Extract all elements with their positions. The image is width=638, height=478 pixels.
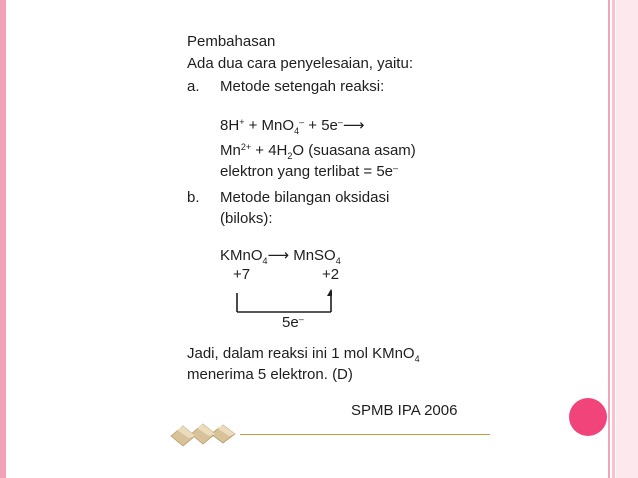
electron-transfer-bracket xyxy=(236,289,332,313)
equation-line-1: 8H+ + MnO$_4$– + 5e–⟶ xyxy=(220,117,365,136)
part-b-marker: b. xyxy=(187,189,200,206)
source-citation: SPMB IPA 2006 xyxy=(351,402,458,419)
equation-line-2: $Mn^{2+} + 4H_2O$ (suasana asam) xyxy=(220,142,416,161)
right-border-band xyxy=(616,0,638,478)
part-b-title: Metode bilangan oksidasi xyxy=(220,189,390,206)
oxidation-left: +7 xyxy=(233,266,251,283)
reaction-arrow: ⟶ xyxy=(267,247,290,264)
part-a-marker: a. xyxy=(187,78,200,95)
intro-text: Ada dua cara penyelesaian, yaitu: xyxy=(187,55,413,72)
part-b-title-cont: (biloks): xyxy=(220,210,273,227)
part-a-title: Metode setengah reaksi: xyxy=(220,78,385,95)
left-accent-bar xyxy=(0,0,6,478)
conclusion-line-2: menerima 5 elektron. (D) xyxy=(187,366,353,383)
arrow-head-icon xyxy=(327,289,332,296)
reaction-arrow: ⟶ xyxy=(342,117,365,134)
heading: Pembahasan xyxy=(187,33,276,50)
right-border-line xyxy=(608,0,610,478)
pink-circle-decoration xyxy=(569,398,607,436)
electron-count: elektron yang terlibat = 5e– xyxy=(220,163,399,180)
conclusion-line-1: Jadi, dalam reaksi ini 1 mol KMnO$_4$ xyxy=(187,345,420,364)
biloks-equation: KMnO$_4$⟶ MnSO$_4$ xyxy=(220,247,341,266)
decorative-cubes-icon xyxy=(169,418,245,450)
transfer-label: 5e– xyxy=(282,314,304,331)
oxidation-right: +2 xyxy=(322,266,340,283)
decorative-rule xyxy=(240,434,490,435)
right-border-line xyxy=(612,0,615,478)
